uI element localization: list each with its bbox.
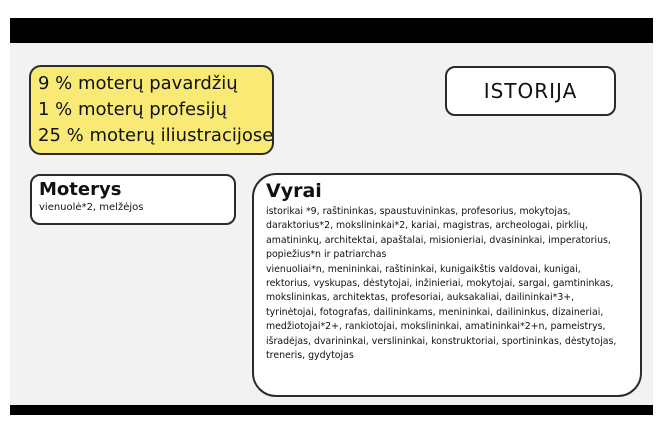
topic-label-box bbox=[445, 66, 616, 116]
men-text-line: popiežius*n ir patriarchas bbox=[266, 249, 387, 261]
men-text-line: rektorius, vyskupas, dėstytojai, inžinieriai, mokytojai, sargai, gamtininkas, bbox=[266, 278, 614, 290]
women-heading: Moterys bbox=[39, 179, 122, 200]
bottom-letterbox-bar bbox=[10, 405, 653, 415]
women-box bbox=[30, 174, 236, 225]
men-text-line: išradėjas, dvarininkai, verslininkai, konstruktoriai, sportininkas, dėstytojas, bbox=[266, 335, 617, 347]
men-box bbox=[252, 173, 642, 397]
top-letterbox-bar bbox=[10, 18, 653, 43]
men-text-line: istorikai *9, raštininkas, spaustuvininkas, profesorius, mokytojas, bbox=[266, 206, 571, 217]
men-text-line: vienuoliai*n, menininkai, raštininkai, kunigaikštis valdovai, kunigai, bbox=[266, 263, 581, 275]
stat-illustrations: 25 % moterų iliustracijose bbox=[38, 125, 274, 146]
men-text-line: amatininkų, architektai, apaštalai, misionieriai, dvasininkai, imperatorius, bbox=[266, 234, 611, 246]
women-text: vienuolė*2, melžėjos bbox=[39, 202, 144, 213]
men-text-line: daraktorius*2, mokslininkai*2, kariai, magistras, archeologai, pirklių, bbox=[266, 220, 588, 232]
men-text-line: mokslininkas, architektas, profesoriai, auksakaliai, dailininkai*3+, bbox=[266, 292, 575, 304]
stat-professions: 1 % moterų profesijų bbox=[38, 99, 227, 120]
men-text-line: treneris, gydytojas bbox=[266, 350, 354, 362]
men-text-line: tyrinėtojai, fotografas, dailininkams, menininkai, dailininkus, dizaineriai, bbox=[266, 306, 604, 318]
stat-surnames: 9 % moterų pavardžių bbox=[38, 73, 238, 94]
slide bbox=[10, 43, 653, 405]
men-text-line: medžiotojai*2+, rankiotojai, mokslininkai, amatininkai*2+n, pameistrys, bbox=[266, 321, 606, 333]
statistics-box bbox=[29, 65, 274, 155]
topic-label: ISTORIJA bbox=[483, 79, 578, 103]
men-heading: Vyrai bbox=[266, 180, 322, 202]
